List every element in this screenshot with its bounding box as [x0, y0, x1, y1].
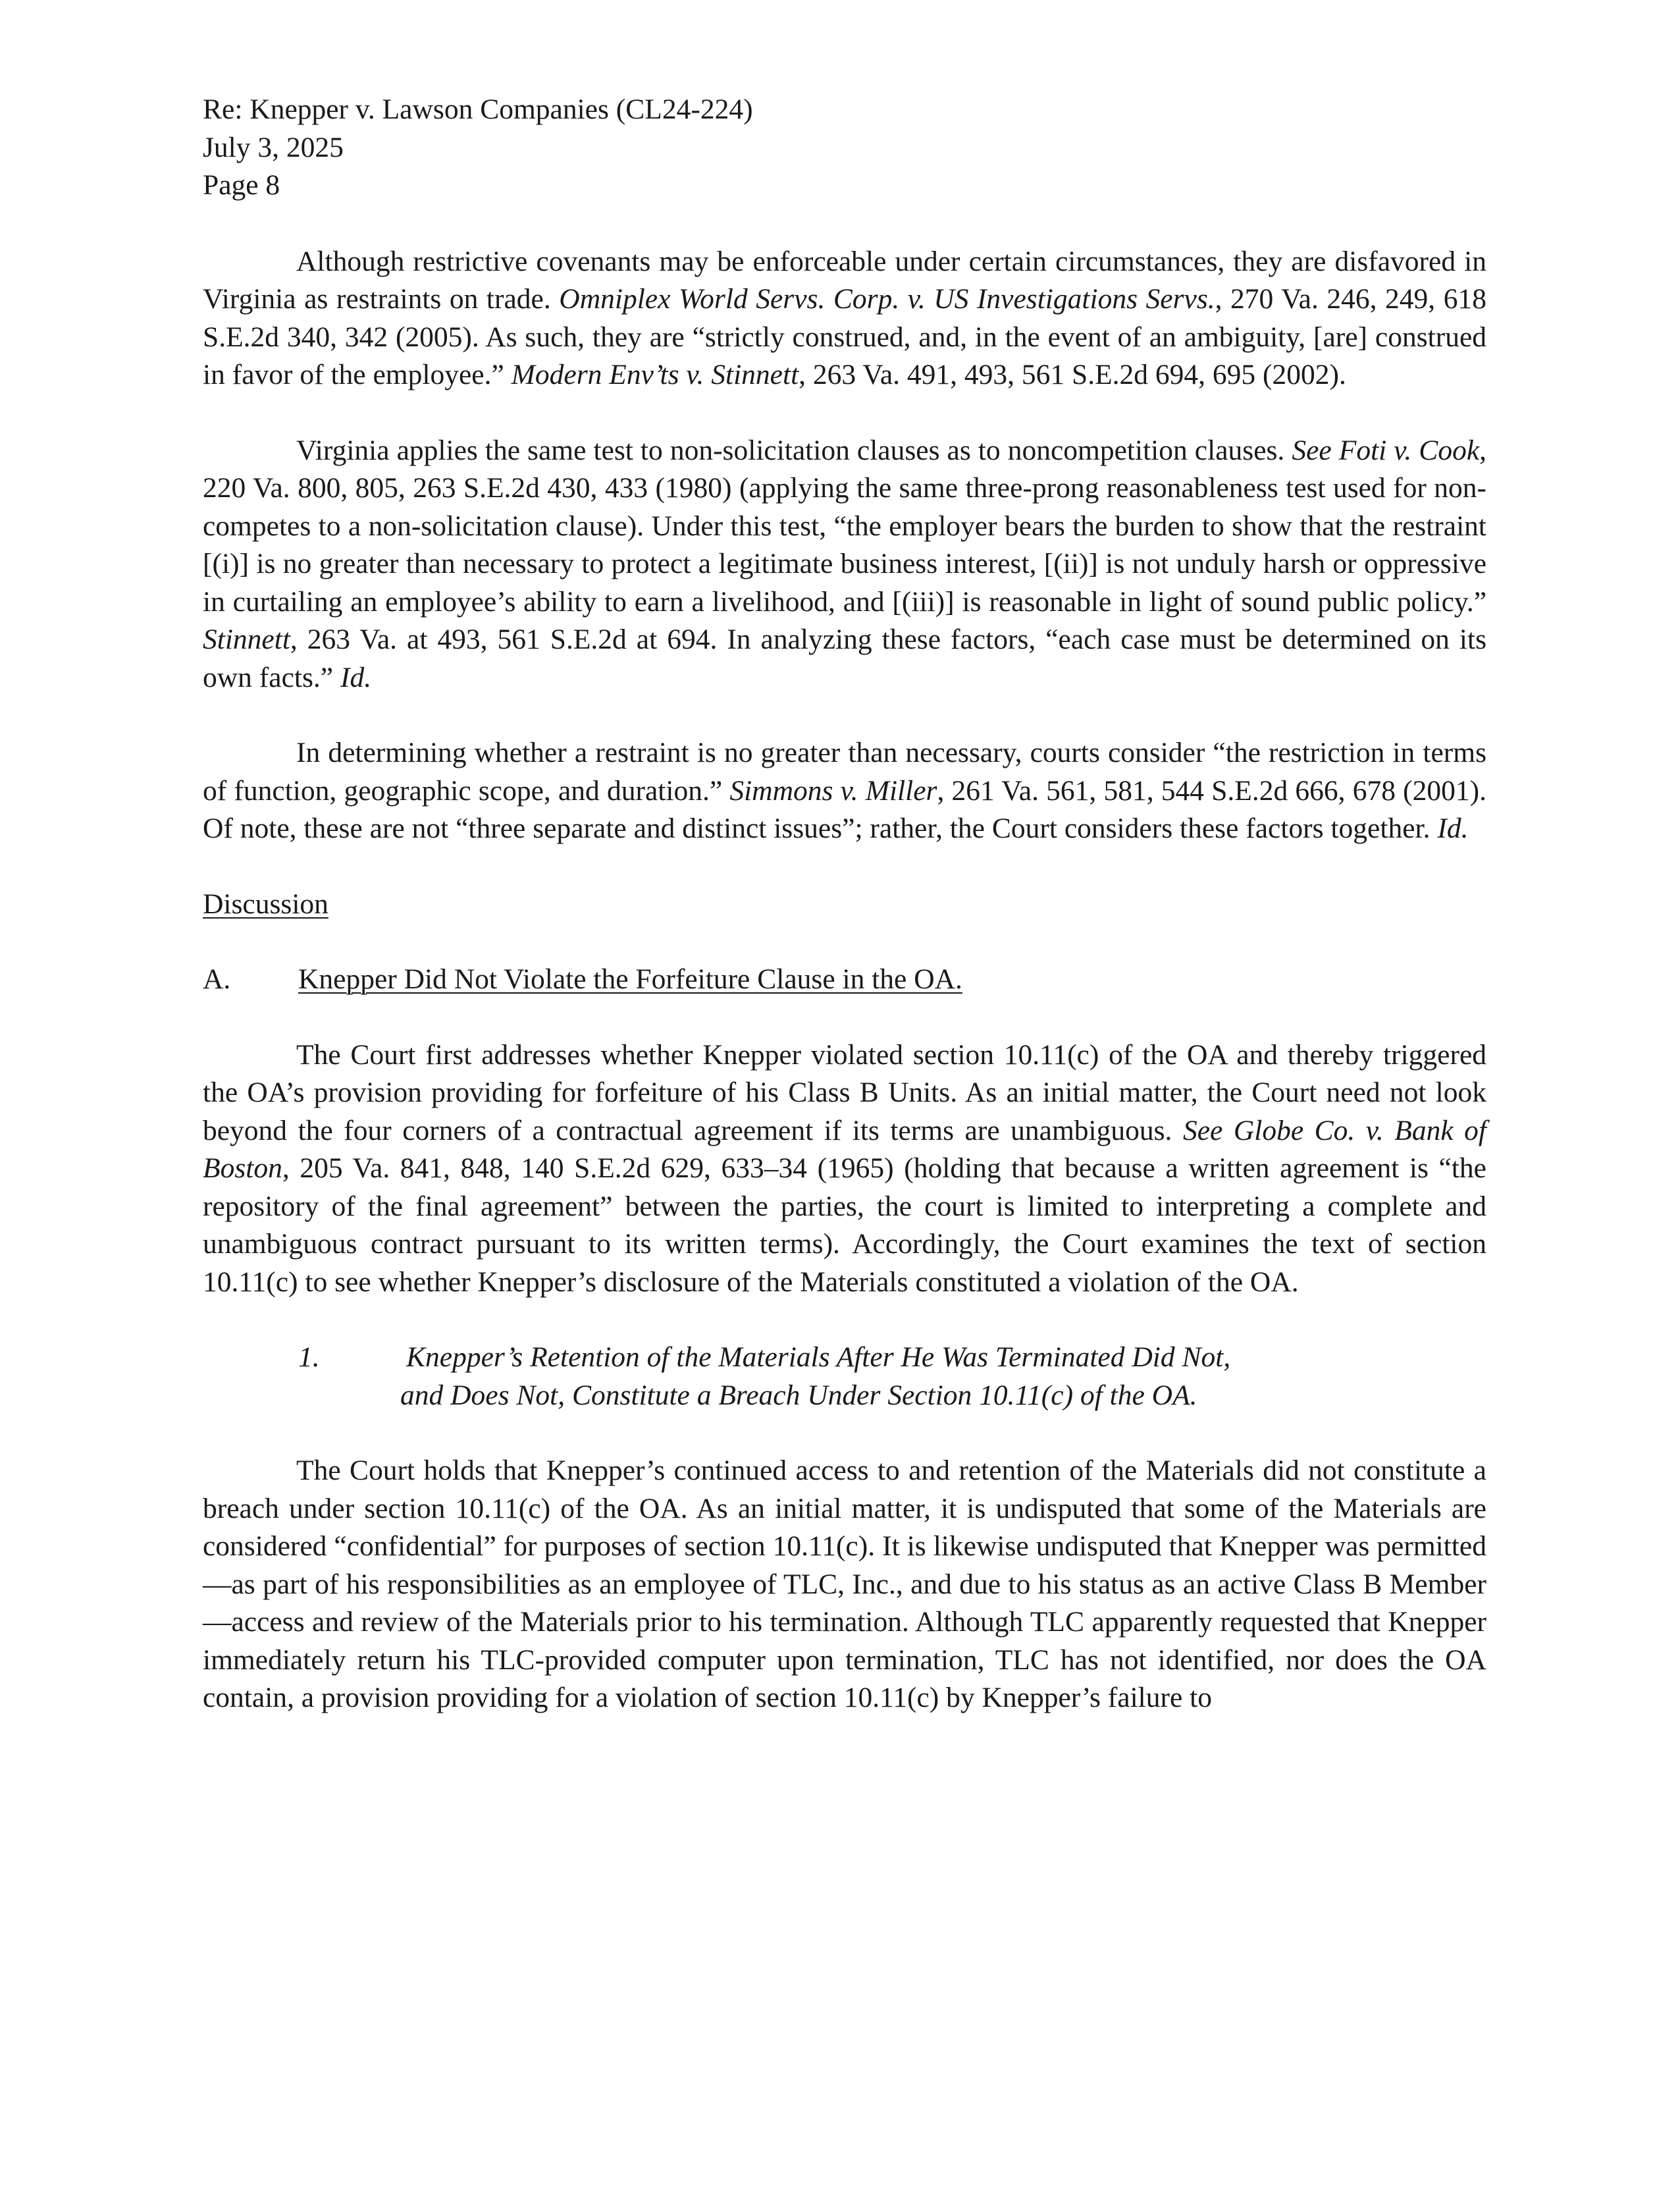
text-run: , 263 Va. 491, 493, 561 S.E.2d 694, 695 (2002).: [799, 359, 1346, 390]
section-a-title: Knepper Did Not Violate the Forfeiture Clause in the OA.: [298, 963, 962, 995]
case-citation: See Foti v. Cook: [1292, 434, 1480, 466]
case-citation: Stinnett: [203, 624, 290, 655]
re-line: Re: Knepper v. Lawson Companies (CL24-224): [203, 94, 753, 125]
paragraph-non-solicitation: [203, 432, 1486, 697]
paragraph-retention-holding: [203, 1452, 1486, 1717]
subsection-1-title-line1: Knepper’s Retention of the Materials After He Was Terminated Did Not,: [406, 1341, 1231, 1373]
text-run: Although restrictive covenants may be enforceable under certain circumstances, they are disfavored in Virginia as restraints on trade.: [203, 245, 1486, 315]
paragraph-restraint-test: [203, 734, 1486, 848]
discussion-heading: [203, 886, 1486, 924]
letter-header: [203, 91, 1486, 205]
case-citation: Omniplex World Servs. Corp. v. US Investigations Servs.: [559, 283, 1215, 315]
text-run: In determining whether a restraint is no greater than necessary, courts consider “the restriction in terms of function, geographic scope, and duration.”: [203, 737, 1486, 807]
case-citation: See Globe Co. v. Bank of Boston: [203, 1114, 1486, 1184]
subsection-1-number: 1.: [298, 1341, 320, 1373]
page-number: Page 8: [203, 169, 280, 201]
text-run: , 270 Va. 246, 249, 618 S.E.2d 340, 342 (2005). As such, they are “strictly construed, and, in the event of an ambiguity, [are] construed in favor of the employee.”: [203, 283, 1486, 390]
section-a-heading: [203, 961, 1486, 999]
paragraph-restrictive-covenants: [203, 243, 1486, 394]
letter-body: [203, 91, 1486, 1717]
paragraph-forfeiture-analysis: [203, 1036, 1486, 1302]
section-a-label: A.: [203, 963, 231, 995]
text-run: , 205 Va. 841, 848, 140 S.E.2d 629, 633–34 (1965) (holding that because a written agreement is “the repository of the final agreement” between the parties, the court is limited to interpreting a complete and unambiguous contract pursuant to its written terms). Accordingly, the Court examines the text of section 10.11(c) to see whether Knepper’s disclosure of the Materials constituted a violation of the OA.: [203, 1152, 1486, 1298]
text-run: , 261 Va. 561, 581, 544 S.E.2d 666, 678 (2001). Of note, these are not “three separate and distinct issues”; rather, the Court considers these factors together.: [203, 774, 1486, 844]
case-citation: Id.: [1437, 813, 1469, 844]
case-citation: Id.: [340, 661, 372, 693]
text-run: Virginia applies the same test to non-solicitation clauses as to noncompetition clauses.: [296, 434, 1292, 466]
discussion-heading-text: Discussion: [203, 888, 328, 920]
text-run: , 263 Va. at 493, 561 S.E.2d at 694. In analyzing these factors, “each case must be determined on its own facts.”: [203, 624, 1486, 693]
letter-date: July 3, 2025: [203, 131, 344, 163]
text-run: The Court first addresses whether Knepper violated section 10.11(c) of the OA and thereby triggered the OA’s provision providing for forfeiture of his Class B Units. As an initial matter, the Court need not look beyond the four corners of a contractual agreement if its terms are unambiguous.: [203, 1038, 1486, 1146]
subsection-1-title-line2: and Does Not, Constitute a Breach Under Section 10.11(c) of the OA.: [400, 1379, 1197, 1411]
text-run: , 220 Va. 800, 805, 263 S.E.2d 430, 433 (1980) (applying the same three-prong reasonableness test used for non-competes to a non-solicitation clause). Under this test, “the employer bears the burden to show that the restraint [(i)] is no greater than necessary to protect a legitimate business interest, [(ii)] is not unduly harsh or oppressive in curtailing an employee’s ability to earn a livelihood, and [(iii)] is reasonable in light of sound public policy.”: [203, 434, 1487, 618]
case-citation: Modern Env’ts v. Stinnett: [511, 359, 799, 390]
case-citation: Simmons v. Miller: [729, 774, 937, 807]
subsection-1-heading: [203, 1339, 1486, 1414]
text-run: The Court holds that Knepper’s continued access to and retention of the Materials did not constitute a breach under section 10.11(c) of the OA. As an initial matter, it is undisputed that some of the Materials are considered “confidential” for purposes of section 10.11(c). It is likewise undisputed that Knepper was permitted—as part of his responsibilities as an employee of TLC, Inc., and due to his status as an active Class B Member—access and review of the Materials prior to his termination. Although TLC apparently requested that Knepper immediately return his TLC-provided computer upon termination, TLC has not identified, nor does the OA contain, a provision providing for a violation of section 10.11(c) by Knepper’s failure to: [203, 1455, 1486, 1713]
